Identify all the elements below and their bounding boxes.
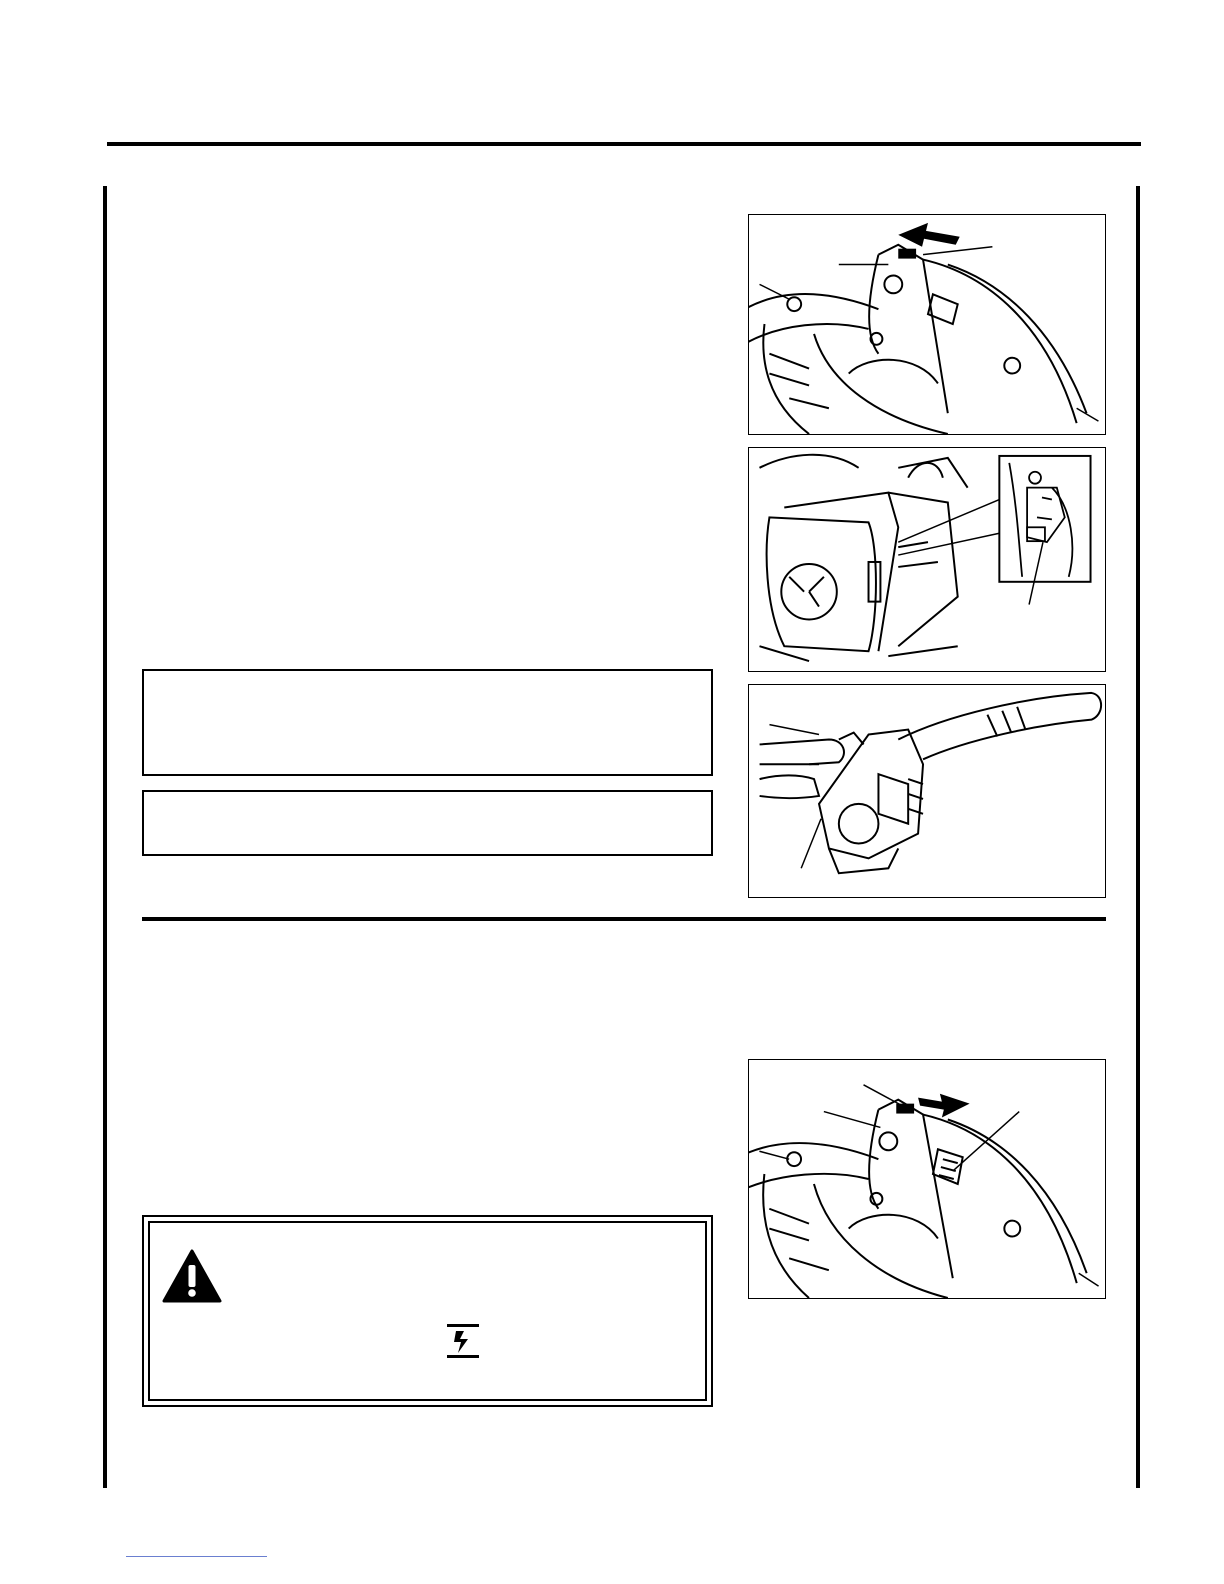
callout-line: [864, 1085, 901, 1105]
arrow-back-icon: [918, 1094, 970, 1118]
left-margin-rule: [103, 186, 107, 1488]
callout-line: [759, 1151, 789, 1159]
callout-line: [824, 1112, 881, 1128]
figure-hand-start: [748, 684, 1106, 898]
engine-aircleaner-illustration: [749, 448, 1105, 671]
callout-line: [769, 725, 819, 735]
blower-hand-start-illustration: [749, 685, 1105, 897]
section-divider: [142, 917, 1106, 921]
figure-engine-aircleaner: [748, 447, 1106, 672]
right-margin-rule: [1136, 186, 1140, 1488]
blower-top-handle-illustration: [749, 1060, 1105, 1298]
callout-line: [1077, 408, 1099, 421]
callout-line: [1079, 1273, 1099, 1286]
footer-link-underline: [126, 1556, 267, 1557]
warning-box: [142, 1215, 713, 1407]
note-box: [142, 669, 713, 776]
warning-box-inner: [148, 1221, 707, 1401]
callout-line: [923, 247, 992, 255]
blower-top-handle-illustration: [749, 215, 1105, 434]
figure-throttle-forward: [748, 214, 1106, 435]
figure-throttle-back: [748, 1059, 1106, 1299]
warning-triangle-icon: [162, 1249, 222, 1303]
callout-line: [801, 819, 821, 869]
header-rule: [107, 142, 1141, 146]
arrow-forward-icon: [898, 223, 959, 247]
note-box: [142, 790, 713, 856]
stop-switch-symbol-icon: [446, 1323, 480, 1359]
